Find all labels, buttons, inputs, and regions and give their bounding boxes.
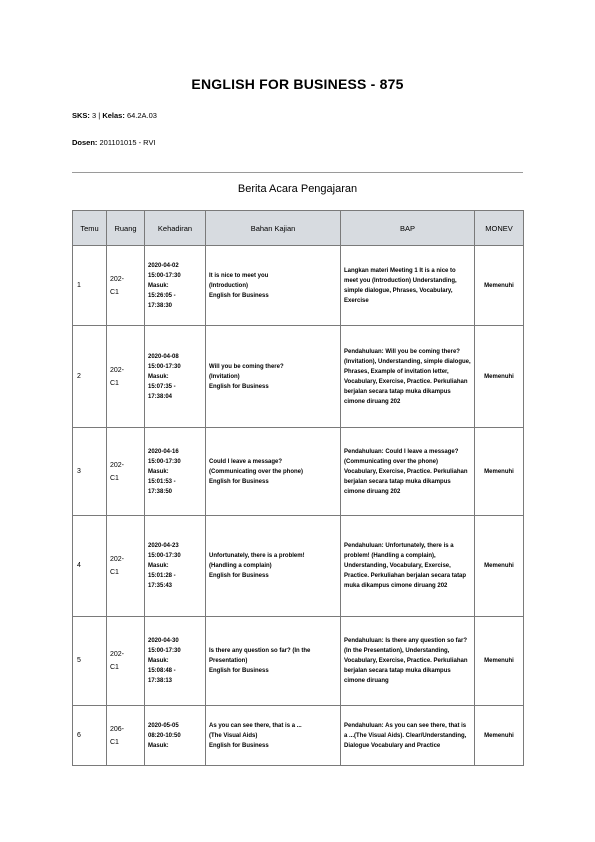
cell-monev: Memenuhi bbox=[475, 246, 524, 326]
cell-kehadiran: 2020-04-30 15:00-17:30 Masuk: 15:08:48 - 17:38:13 bbox=[145, 617, 206, 706]
cell-bahan-kajian: Unfortunately, there is a problem! (Handling a complain) English for Business bbox=[206, 516, 341, 617]
course-title: ENGLISH FOR BUSINESS - 875 bbox=[191, 76, 404, 92]
cell-kehadiran: 2020-04-23 15:00-17:30 Masuk: 15:01:28 - 17:35:43 bbox=[145, 516, 206, 617]
cell-bap: Pendahuluan: Will you be coming there? (Invitation), Understanding, simple dialogue, Phrases, Example of invitation letter, Vocabulary, Exercise, Practice. Perkuliahan berjalan secara tatap muka dikampus cimone diruang 202 bbox=[341, 326, 475, 428]
dosen-value: 201101015 - RVI bbox=[99, 138, 156, 147]
cell-temu: 6 bbox=[73, 706, 107, 766]
cell-bahan-kajian: It is nice to meet you (Introduction) English for Business bbox=[206, 246, 341, 326]
cell-monev: Memenuhi bbox=[475, 617, 524, 706]
cell-bap: Pendahuluan: As you can see there, that is a ...(The Visual Aids). Clear/Understanding, Dialogue Vocabulary and Practice bbox=[341, 706, 475, 766]
cell-temu: 5 bbox=[73, 617, 107, 706]
header-bap: BAP bbox=[341, 211, 475, 246]
cell-ruang: 202- C1 bbox=[107, 516, 145, 617]
cell-ruang: 206- C1 bbox=[107, 706, 145, 766]
cell-bap: Pendahuluan: Is there any question so far? (In the Presentation), Understanding, Vocabulary, Exercise, Practice. Perkuliahan berjalan secara tatap muka dikampus cimone diruang bbox=[341, 617, 475, 706]
table-row bbox=[73, 516, 524, 617]
cell-bahan-kajian: Could I leave a message? (Communicating over the phone) English for Business bbox=[206, 428, 341, 516]
table-row bbox=[73, 617, 524, 706]
cell-temu: 4 bbox=[73, 516, 107, 617]
cell-monev: Memenuhi bbox=[475, 428, 524, 516]
cell-kehadiran: 2020-04-02 15:00-17:30 Masuk: 15:26:05 - 17:38:30 bbox=[145, 246, 206, 326]
cell-monev: Memenuhi bbox=[475, 326, 524, 428]
cell-temu: 3 bbox=[73, 428, 107, 516]
cell-ruang: 202- C1 bbox=[107, 246, 145, 326]
table-row bbox=[73, 428, 524, 516]
sks-label: SKS: bbox=[72, 111, 90, 120]
cell-bahan-kajian: Will you be coming there? (Invitation) English for Business bbox=[206, 326, 341, 428]
course-meta-dosen bbox=[72, 138, 156, 147]
cell-bap: Pendahuluan: Unfortunately, there is a problem! (Handling a complain), Understanding, Vocabulary, Exercise, Practice. Perkuliahan berjalan secara tatap muka dikampus cimone diruang 202 bbox=[341, 516, 475, 617]
cell-monev: Memenuhi bbox=[475, 706, 524, 766]
header-kehadiran: Kehadiran bbox=[145, 211, 206, 246]
cell-bap: Pendahuluan: Could I leave a message? (Communicating over the phone) Vocabulary, Exercise, Practice. Perkuliahan berjalan secara tatap muka dikampus cimone diruang 202 bbox=[341, 428, 475, 516]
cell-ruang: 202- C1 bbox=[107, 617, 145, 706]
cell-temu: 2 bbox=[73, 326, 107, 428]
cell-kehadiran: 2020-04-16 15:00-17:30 Masuk: 15:01:53 - 17:38:50 bbox=[145, 428, 206, 516]
cell-bap: Langkan materi Meeting 1 It is a nice to meet you (Introduction) Understanding, simple dialogue, Phrases, Vocabulary, Exercise bbox=[341, 246, 475, 326]
cell-kehadiran: 2020-04-08 15:00-17:30 Masuk: 15:07:35 - 17:38:04 bbox=[145, 326, 206, 428]
divider bbox=[72, 172, 523, 173]
header-ruang: Ruang bbox=[107, 211, 145, 246]
cell-ruang: 202- C1 bbox=[107, 326, 145, 428]
course-meta-sks-kelas bbox=[72, 111, 157, 120]
table-row bbox=[73, 706, 524, 766]
cell-kehadiran: 2020-05-05 08:20-10:50 Masuk: bbox=[145, 706, 206, 766]
table-header-row bbox=[73, 211, 524, 246]
bap-table bbox=[72, 210, 524, 766]
kelas-value: 64.2A.03 bbox=[126, 111, 157, 120]
kelas-label: Kelas: bbox=[102, 111, 125, 120]
cell-ruang: 202- C1 bbox=[107, 428, 145, 516]
dosen-label: Dosen: bbox=[72, 138, 98, 147]
cell-bahan-kajian: Is there any question so far? (In the Presentation) English for Business bbox=[206, 617, 341, 706]
meta-separator: | bbox=[98, 111, 101, 120]
header-temu: Temu bbox=[73, 211, 107, 246]
cell-monev: Memenuhi bbox=[475, 516, 524, 617]
header-bahan-kajian: Bahan Kajian bbox=[206, 211, 341, 246]
header-monev: MONEV bbox=[475, 211, 524, 246]
section-title: Berita Acara Pengajaran bbox=[237, 183, 358, 195]
table-row bbox=[73, 326, 524, 428]
cell-bahan-kajian: As you can see there, that is a ... (The Visual Aids) English for Business bbox=[206, 706, 341, 766]
cell-temu: 1 bbox=[73, 246, 107, 326]
sks-value: 3 bbox=[92, 111, 97, 120]
table-row bbox=[73, 246, 524, 326]
